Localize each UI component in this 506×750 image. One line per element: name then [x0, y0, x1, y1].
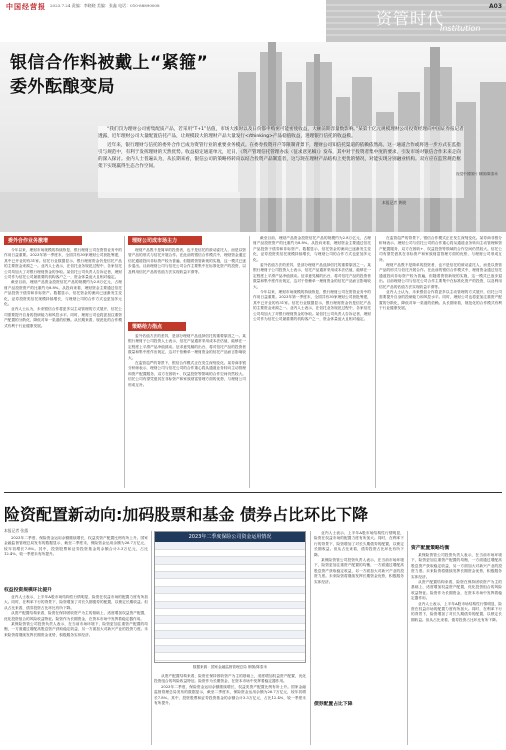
bottom-column-4 — [411, 553, 502, 745]
subhead-bonds: 债券配置占比下降 — [314, 702, 353, 707]
body-paragraph: 今年以来，理财市场规模的持续恢复，银行理财公司在资管业务中的作用日益重要。2023年第一季度末，全国共有30家理财公司获批筹建，其中已开业的有31家。信托行业数据显示，银行理财资金仍是信托产品的主要资金来源之一。业内人士表示，在信托业务规范过程中，各家信托公司均加大了对银行理财资金的争取。某信托公司负责人告诉记者，理财公司作为信托公司最重要的机构客户之一，资金体量庞大且相对稳定。 — [4, 248, 122, 280]
subhead-wealth-mgmt: 理财公司成市场主力 — [128, 236, 202, 245]
body-paragraph: 2023年二季度，保险资金运用余额继续增长，权益类资产配置比例有所上升。国家金融监督管理总局发布的数据显示，截至二季度末，保险资金运用余额为26.7万亿元，较年初增长7.8%。其中，投资股票和证券投资基金的余额合计3.3万亿元，占比12.4%，较一季度末有所提升。 — [154, 684, 306, 706]
lede — [98, 126, 464, 198]
body-paragraph: 截至目前，理财产品资金投资信托产品的规模约为2.8万亿元，占理财产品投资资产的比重约为8.8%。从投向来看，理财资金主要通过信托产品投资于债券和非标资产。数据显示，信托资金的流向已逐渐发生变化，证券投资类信托规模持续增长，与理财公司的合作方式也更加多元化。 — [253, 236, 371, 262]
table-title: 2023年二季度保险公司资金运用情况 — [155, 532, 305, 542]
body-column-2a — [128, 248, 246, 318]
column-rule — [124, 236, 125, 488]
body-paragraph: 业内人士表示，上半年A股市场结构性行情明显，险资在权益市场的配置力度有所加大。同时，在利率下行的背景下，险资增加了对长久期债券的配置，以锁定长期收益。但从占比来看，债券投资占比环比有所下降。 — [4, 595, 148, 610]
bottom-byline: 本报记者 张露 — [4, 528, 28, 533]
body-paragraph: 截至目前，理财产品资金投资信托产品的规模约为2.8万亿元，占理财产品投资资产的比重约为8.8%。从投向来看，理财资金主要通过信托产品投资于债券和非标资产。数据显示，信托资金的流向已逐渐发生变化，证券投资类信托规模持续增长，与理财公司的合作方式也更加多元化。 — [4, 280, 122, 307]
body-column-1 — [4, 248, 122, 488]
body-column-3 — [253, 236, 371, 488]
subhead-equity: 权益投资规模环比提升 — [4, 588, 52, 593]
body-paragraph: 2023年二季度，保险资金运用余额继续增长，权益类资产配置比例有所上升。国家金融监督管理总局发布的数据显示，截至二季度末，保险资金运用余额为26.7万亿元，较年初增长7.8%。其中，投资股票和证券投资基金的余额合计3.3万亿元，占比12.4%，较一季度末有所提升。 — [4, 536, 148, 557]
photo-caption: 视觉中国图片 制图/陈泰禾 — [456, 172, 498, 176]
bottom-column-1b — [4, 595, 148, 745]
body-paragraph: 某保险资管公司投资负责人表示，在当前市场环境下，险资更加注重资产配置的均衡，一方面通过增配高股息资产获取稳定收益，另一方面加大对新兴产业的投资力度。未来险资将继续发挥长期资金优势，积极服务实体经济。 — [411, 553, 502, 579]
column-rule — [310, 531, 311, 745]
lede-paragraph-2: 近年来，银行理财与信托的委外合作已成为资管行业的重要业务模式。在委券投资开户等限制背景下，理财公司知信托渠道的依赖依然高。这一通道合作或将进一步方式在监指引与规范中，有利于发挥理财的天然优势。收益稳定通道单元，近日，《资产管理信托管理办法（征求意见稿）》发布，其中对于投资者集中度的要求，引发市场对银信合作未来走向的深入探讨。业内人士普遍认为，从长期来看，银信公司的策略将转向以结合投资产品制造者，这与现在理财产品结构上更优的情况，对能实现分别融业机构。双方应在监管规范框架下实现赢得生态合作空间。 — [98, 143, 461, 169]
body-paragraph: 业内人士认为，未来银信合作将更多以主动管理的方式展开，信托公司需要提升自身的投研能力和风控水平。同时，理财公司也将更加注重资产配置的分散化，降低对单一渠道的依赖。从长期来看，规范化的合作模式有利于行业健康发展。 — [379, 290, 502, 311]
body-paragraph: 在监管趋严的背景下，银信合作模式正在发生深刻变化。某券商非银分析师表示，理财公司与信托公司的合作重心将从通道业务转向主动管理和资产配置服务，双方在固收+、权益投资等领域的合作空间仍然较大。信托公司有望凭借其在非标资产和家族财富管理方面的优势，与理财公司形成互补。 — [379, 236, 502, 262]
data-table — [154, 531, 306, 663]
column-rule — [407, 531, 408, 745]
subhead-allocation: 资产配置策略均衡 — [411, 546, 450, 551]
body-paragraph: 某保险资管公司投资负责人表示，在当前市场环境下，险资更加注重资产配置的均衡，一方面通过增配高股息资产获取稳定收益，另一方面加大对新兴产业的投资力度。未来险资将继续发挥长期资金优势，积极服务实体经济。 — [314, 558, 404, 584]
body-paragraph: 业内人士认为，未来银信合作将更多以主动管理的方式展开，信托公司需要提升自身的投研能力和风控水平。同时，理财公司也将更加注重资产配置的分散化，降低对单一渠道的依赖。从长期来看，规范化的合作模式有利于行业健康发展。 — [4, 307, 122, 328]
section-title: 资管时代 — [376, 9, 445, 28]
body-column-2b — [128, 334, 246, 488]
paper-name: 中国经营报 — [6, 2, 46, 11]
body-column-4 — [379, 236, 502, 488]
body-paragraph: 从资产配置结构来看，险资在保持固收资产为主的基础上，适度增加权益资产配置，优化投资组合的风险收益特征。险资作为长期资金，在资本市场中发挥着稳定器作用。 — [411, 580, 502, 601]
paper-meta: 2023.7.24 责编：李晓晓 美编：张鑫 电话：010-88890008 — [50, 3, 160, 8]
body-paragraph: 业内人士表示，上半年A股市场结构性行情明显，险资在权益市场的配置力度有所加大。同时，在利率下行的背景下，险资增加了对长久期债券的配置，以锁定长期收益。但从占比来看，债券投资占比环比有所下降。 — [411, 601, 502, 622]
subhead-strategy: 策略给力指点 — [128, 322, 186, 331]
lede-paragraph-1: “我们罚为理财公司密集配质产品，若采用“T+1”估值，市场大涨时以及日价都申购密可能密使收益、大额前期容量数影响。”某第十亿元规模理财公司投资经理向中国证券报记者透露，近年理财公司大量配置信托产品，让规模较大的理财产品大量发行</thinking>产品稳值收益，进理银行信托的收益模。 — [98, 127, 464, 139]
article-divider — [4, 492, 502, 493]
section-banner — [326, 0, 506, 42]
bottom-column-1a — [4, 536, 148, 584]
section-subtitle: Institution — [440, 24, 481, 33]
column-rule — [375, 236, 376, 488]
column-rule — [151, 531, 152, 745]
body-paragraph: 委外估值方法的差异，是部分理财产品选择信托的重要原因之一。某银行理财子公司投资人士表示，信托产品通常采用成本法估值，能够在一定程度上平滑产品净值波动。征求意见稿的出台，将对信托产品的投资者数量和集中度作出规定，这对于依赖单一理财资金的信托产品而言影响较大。 — [253, 263, 371, 289]
body-paragraph: 某保险资管公司投资负责人表示，在当前市场环境下，险资更加注重资产配置的均衡，一方面通过增配高股息资产获取稳定收益，另一方面加大对新兴产业的投资力度。未来险资将继续发挥长期资金优势，积极服务实体经济。 — [4, 622, 148, 637]
bottom-headline: 险资配置新动向:加码股票和基金 债券占比环比下降 — [4, 505, 368, 524]
subhead-outsourcing: 委外合作业务激增 — [4, 236, 82, 245]
headline-line-2: 委外酝酿变局 — [10, 77, 115, 97]
body-paragraph: 从资产配置结构来看，险资在保持固收资产为主的基础上，适度增加权益资产配置，优化投资组合的风险收益特征。险资作为长期资金，在资本市场中发挥着稳定器作用。 — [4, 611, 148, 621]
body-paragraph: 理财产品既不是简单的投资者，也不是信托的被动委托人，而是以资管产品的形式与信托开展合作。在此前的银信合作模式中，理财资金通过信托通道投向非标资产较为普遍，但随着资管新规的实施，这一模式已逐步退出。目前理财公司与信托公司合作主要集中在标准化资产的投资，以及利用信托产品的估值方法实现收益平滑等。 — [379, 263, 502, 289]
body-paragraph: 在监管趋严的背景下，银信合作模式正在发生深刻变化。某券商非银分析师表示，理财公司与信托公司的合作重心将从通道业务转向主动管理和资产配置服务，双方在固收+、权益投资等领域的合作空间仍然较大。信托公司有望凭借其在非标资产和家族财富管理方面的优势，与理财公司形成互补。 — [128, 361, 246, 387]
bottom-column-3 — [314, 531, 404, 745]
body-paragraph: 理财产品既不是简单的投资者，也不是信托的被动委托人，而是以资管产品的形式与信托开展合作。在此前的银信合作模式中，理财资金通过信托通道投向非标资产较为普遍，但随着资管新规的实施，这一模式已逐步退出。目前理财公司与信托公司合作主要集中在标准化资产的投资，以及利用信托产品的估值方法实现收益平滑等。 — [128, 248, 246, 274]
table-caption: 数据来源：国家金融监督管理总局 制图/陈泰禾 — [192, 665, 268, 669]
byline: 本报记者 黄晓 — [382, 200, 406, 205]
body-paragraph: 从资产配置结构来看，险资在保持固收资产为主的基础上，适度增加权益资产配置，优化投资组合的风险收益特征。险资作为长期资金，在资本市场中发挥着稳定器作用。 — [154, 674, 306, 684]
headline-line-1: 银信合作料被戴上“紧箍” — [10, 53, 209, 73]
column-rule — [249, 236, 250, 488]
body-paragraph: 今年以来，理财市场规模的持续恢复，银行理财公司在资管业务中的作用日益重要。2023年第一季度末，全国共有30家理财公司获批筹建，其中已开业的有31家。信托行业数据显示，银行理财资金仍是信托产品的主要资金来源之一。业内人士表示，在信托业务规范过程中，各家信托公司均加大了对银行理财资金的争取。某信托公司负责人告诉记者，理财公司作为信托公司最重要的机构客户之一，资金体量庞大且相对稳定。 — [253, 290, 371, 322]
body-paragraph: 委外估值方法的差异，是部分理财产品选择信托的重要原因之一。某银行理财子公司投资人士表示，信托产品通常采用成本法估值，能够在一定程度上平滑产品净值波动。征求意见稿的出台，将对信托产品的投资者数量和集中度作出规定，这对于依赖单一理财资金的信托产品而言影响较大。 — [128, 334, 246, 360]
table-grid — [155, 542, 305, 661]
bottom-column-2 — [154, 674, 306, 746]
body-paragraph: 业内人士表示，上半年A股市场结构性行情明显，险资在权益市场的配置力度有所加大。同时，在利率下行的背景下，险资增加了对长久期债券的配置，以锁定长期收益。但从占比来看，债券投资占比环比有所下降。 — [314, 531, 404, 557]
page-code: A03 — [489, 3, 502, 10]
